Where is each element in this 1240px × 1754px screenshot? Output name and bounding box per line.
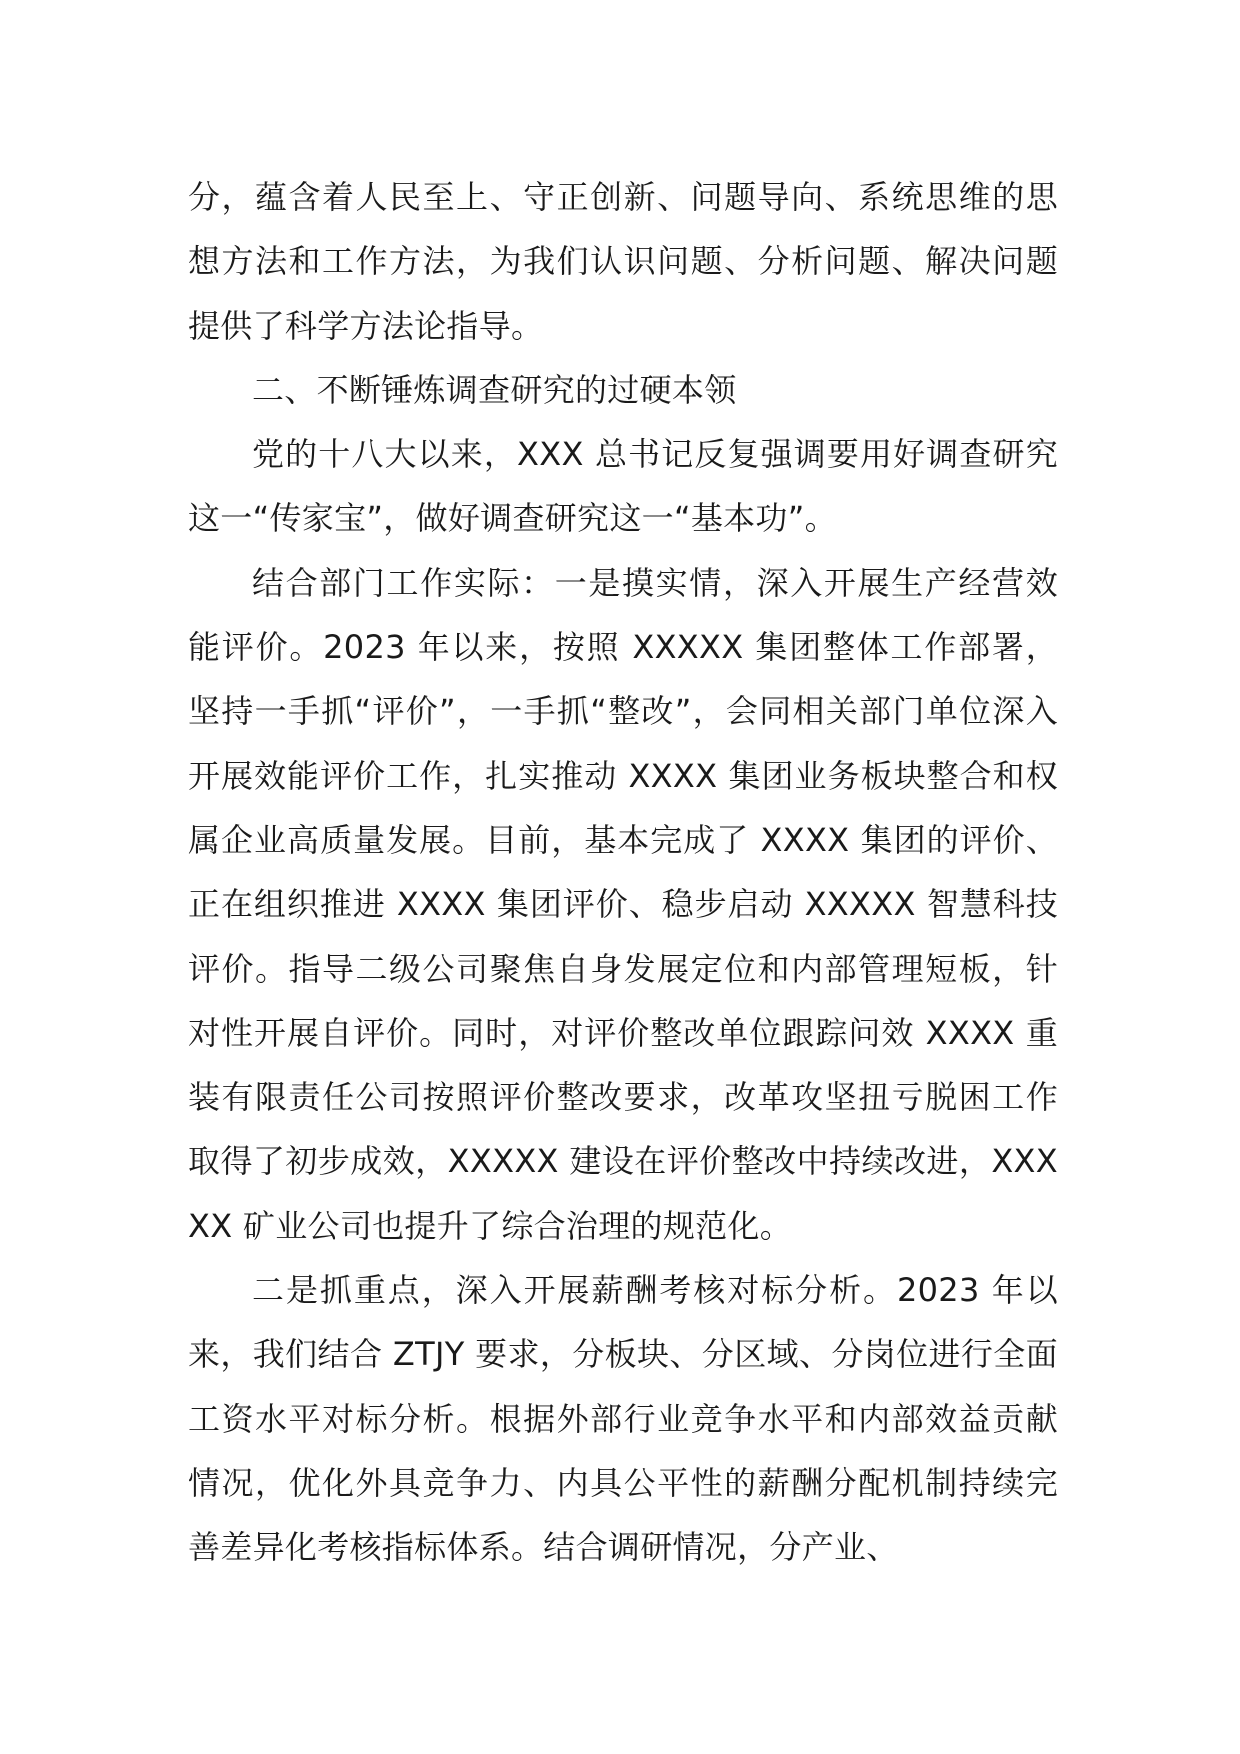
paragraph-point-two: 二是抓重点，深入开展薪酬考核对标分析。2023 年以来，我们结合 ZTJY 要求，分板块、分区域、分岗位进行全面工资水平对标分析。根据外部行业竞争水平和内部效益贡献情况，优化外具竞争力、内具公平性的薪酬分配机制持续完善差异化考核指标体系。结合调研情况，分产业、 bbox=[188, 1271, 1058, 1567]
paragraph-point-one: 结合部门工作实际：一是摸实情，深入开展生产经营效能评价。2023 年以来，按照 XXXXX 集团整体工作部署，坚持一手抓“评价”，一手抓“整改”，会同相关部门单位深入开展效能评价工作，扎实推动 XXXX 集团业务板块整合和权属企业高质量发展。目前，基本完成了 XXXX 集团的评价、正在组织推进 XXXX 集团评价、稳步启动 XXXXX 智慧科技评价。指导二级公司聚焦自身发展定位和内部管理短板，针对性开展自评价。同时，对评价整改单位跟踪问效 XXXX 重装有限责任公司按照评价整改要求，改革攻坚扭亏脱困工作取得了初步成效，XXXXX 建设在评价整改中持续改进，XXXXX 矿业公司也提升了综合治理的规范化。 bbox=[188, 563, 1058, 1245]
paragraph-intro: 党的十八大以来，XXX 总书记反复强调要用好调查研究这一“传家宝”，做好调查研究这一“基本功”。 bbox=[188, 435, 1058, 538]
document-body bbox=[188, 165, 1058, 1580]
section-heading: 二、不断锤炼调查研究的过硬本领 bbox=[252, 370, 737, 409]
paragraph-continuation: 分，蕴含着人民至上、守正创新、问题导向、系统思维的思想方法和工作方法，为我们认识问题、分析问题、解决问题提供了科学方法论指导。 bbox=[188, 178, 1058, 345]
